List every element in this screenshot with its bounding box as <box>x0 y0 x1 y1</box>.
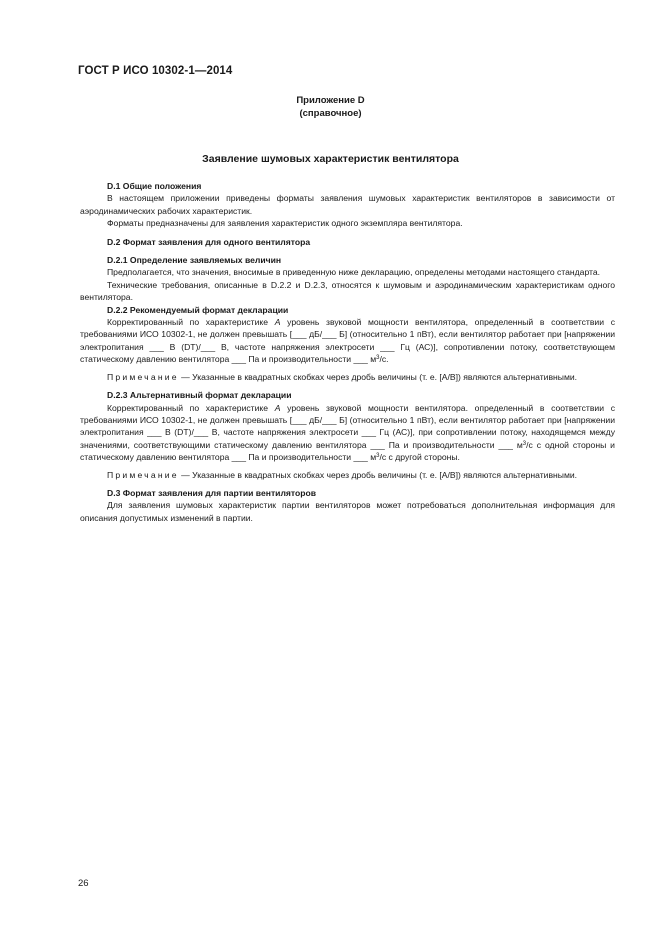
d22-text-a: Корректированный по характеристике <box>107 317 275 328</box>
heading-d1: D.1 Общие положения <box>107 181 202 191</box>
d21-paragraph-1: Предполагается, что значения, вносимые в приведенную ниже декларацию, определены методами настоящего стандарта. <box>107 267 601 278</box>
d23-text-c: /с с одной стороны и статическому давлению вентилятора ___ Па и производительности ___ м <box>80 439 615 463</box>
d22-text-A: A <box>274 317 281 328</box>
document-header: ГОСТ Р ИСО 10302-1—2014 <box>78 65 233 77</box>
d23-sup-1: 3 <box>522 440 527 447</box>
d3-paragraph-1: Для заявления шумовых характеристик партии вентиляторов может потребоваться дополнительная информация для описания допустимых изменений в партии. <box>80 500 615 523</box>
d22-note-label: Примечание <box>107 371 179 382</box>
d23-text-d: /с с другой стороны. <box>379 452 460 463</box>
d22-note-text: — Указанные в квадратных скобках через дробь величины (т. е. [A/B]) являются альтернативными. <box>178 371 578 382</box>
d22-text-b: уровень звуковой мощности вентилятора, определенный в соответствии с требованиями ИСО 10302-1, не должен превышать [___ дБ/___ Б] (относительно 1 пВт), если вентилятор работает при [напряжении электропитания ___ В (DT)/___ В, частоте напряжения электросети ___ Гц (АС)], сопротивлении потоку, соответствующем статическому давлению вентилятора ___ Па и производительности ___ м <box>80 317 615 365</box>
heading-d3: D.3 Формат заявления для партии вентиляторов <box>107 487 317 498</box>
heading-d2: D.2 Формат заявления для одного вентилятора <box>107 236 311 247</box>
annex-title: Приложение D <box>296 95 365 106</box>
page-number: 26 <box>78 878 89 889</box>
d21-paragraph-2: Технические требования, описанные в D.2.2 и D.2.3, относятся к шумовым и аэродинамическим характеристикам одного вентилятора. <box>80 279 615 303</box>
annex-type: (справочное) <box>299 108 362 119</box>
d23-note <box>80 469 615 481</box>
heading-d21: D.2.1 Определение заявляемых величин <box>107 255 282 266</box>
document-body <box>80 180 615 524</box>
d22-text-c: /с. <box>379 354 389 365</box>
document-title: Заявление шумовых характеристик вентилятора <box>202 153 459 165</box>
heading-d22: D.2.2 Рекомендуемый формат декларации <box>107 304 289 315</box>
heading-d23: D.2.3 Альтернативный формат декларации <box>107 390 292 401</box>
d22-note <box>80 371 615 383</box>
d22-sup: 3 <box>376 355 380 362</box>
d1-paragraph-1: В настоящем приложении приведены форматы заявления шумовых характеристик вентиляторов в зависимости от аэродинамических рабочих характеристик. <box>80 193 615 216</box>
d1-paragraph-2: Форматы предназначены для заявления характеристик одного экземпляра вентилятора. <box>107 218 463 229</box>
d22-paragraph-1 <box>80 316 615 366</box>
d23-note-label: Примечание <box>107 469 179 480</box>
d23-text-b: уровень звуковой мощности вентилятора. определенный в соответствии с требованиями ИСО 10302-1, не должен превышать [___ дБ/___ Б] (относительно 1 пВт), если вентилятор работает при [напряжении электропитания ___ В (DT)/___ В, частоте напряжения электросети ___ Гц (АС)], при сопротивлении потоку, находящемся между значениями, соответствующими статическому давлению вентилятора ___ Па и производительности ___ м <box>80 402 615 450</box>
d23-sup-2: 3 <box>376 453 380 460</box>
d23-note-text: — Указанные в квадратных скобках через дробь величины (т. е. [A/B]) являются альтернативными. <box>178 469 578 480</box>
d23-paragraph-1 <box>80 402 615 464</box>
d23-text-A: A <box>274 402 281 413</box>
d23-text-a: Корректированный по характеристике <box>107 402 275 413</box>
